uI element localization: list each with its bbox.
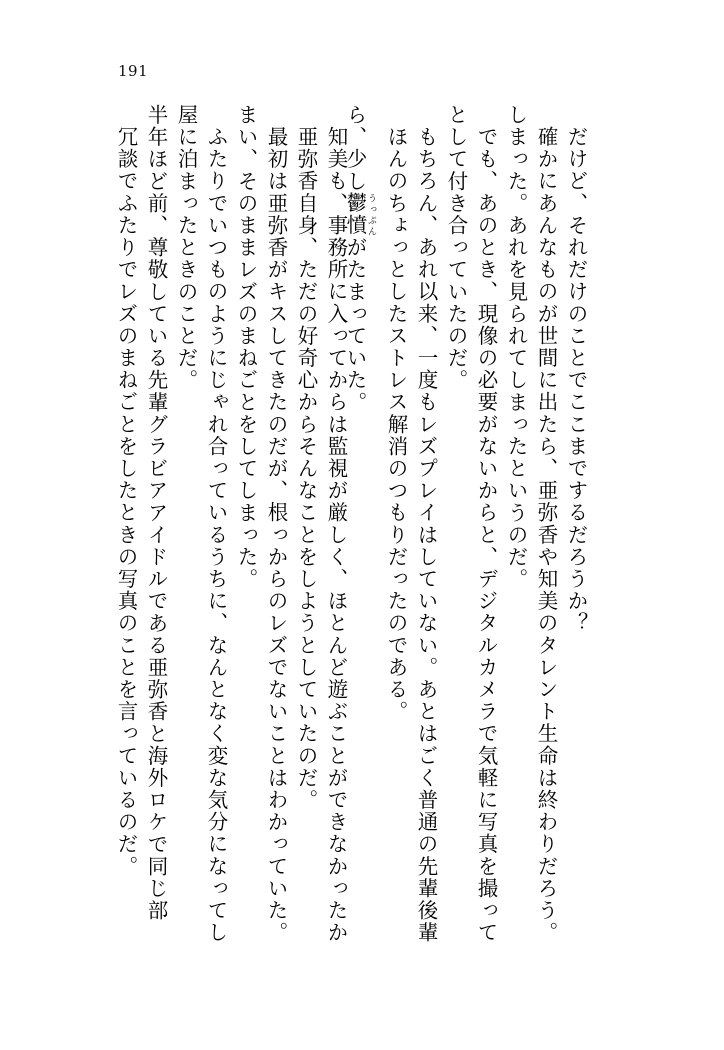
- text-column: として付き合っていたのだ。: [444, 104, 468, 392]
- text-column-with-ruby: ら、少し鬱憤 うっぷんがたまっていた。: [343, 104, 376, 414]
- text-column: 最初は亜弥香がキスしてきたのだが、根っからのレズでないことはわかっていた。: [264, 126, 288, 944]
- text-column: だけど、それだけのことでここまでするだろうか？: [564, 126, 588, 635]
- text-column: もちろん、あれ以来、一度もレズプレイはしていない。あとはごく普通の先輩後輩: [414, 126, 438, 944]
- text-column: ふたりでいつものようにじゃれ合っているうちに、なんとなく変な気分になってし: [204, 126, 228, 944]
- text-column: 亜弥香自身、ただの好奇心からそんなことをしようとしていたのだ。: [294, 126, 318, 812]
- vertical-text-body: [106, 104, 666, 984]
- text-column: 屋に泊まったときのことだ。: [174, 104, 198, 392]
- text-column: しまった。あれを見られてしまったというのだ。: [504, 104, 528, 591]
- text-column: 半年ほど前、尊敬している先輩グラビアアイドルである亜弥香と海外ロケで同じ部: [144, 104, 168, 922]
- text-column: ほんのちょっとしたストレス解消のつもりだったのである。: [384, 126, 408, 723]
- text-column: まい、そのままレズのまねごとをしてしまった。: [234, 104, 258, 591]
- text-column: 確かにあんなものが世間に出たら、亜弥香や知美のタレント生命は終わりだろう。: [534, 126, 558, 944]
- text-column: 冗談でふたりでレズのまねごとをしたときの写真のことを言っているのだ。: [114, 126, 138, 878]
- text-column: 知美も、事務所に入ってからは監視が厳しく、ほとんど遊ぶことができなかったか: [324, 126, 348, 944]
- page-number: 191: [118, 62, 149, 80]
- ruby-annotation: 鬱憤 うっぷん: [343, 192, 376, 237]
- text-column: でも、あのとき、現像の必要がないからと、デジタルカメラで気軽に写真を撮って: [474, 126, 498, 944]
